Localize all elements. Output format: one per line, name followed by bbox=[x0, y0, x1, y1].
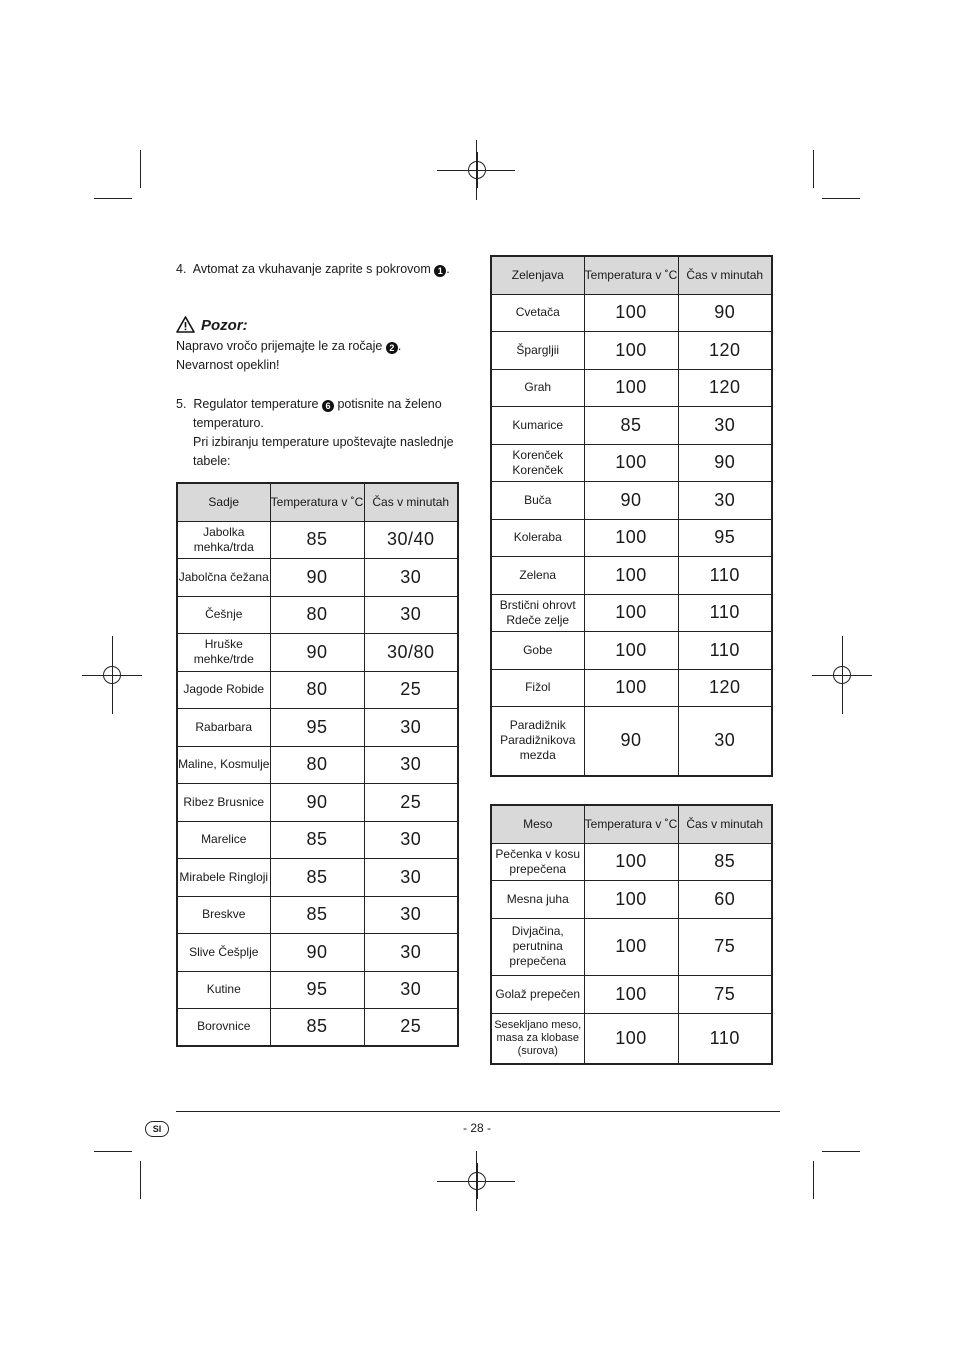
time-cell: 110 bbox=[678, 631, 772, 669]
header-time: Čas v minutah bbox=[678, 805, 772, 843]
item-name-cell: Mesna juha bbox=[491, 880, 584, 918]
temperature-cell: 100 bbox=[584, 631, 678, 669]
item-name-cell: Slive Češplje bbox=[177, 933, 270, 971]
time-cell: 110 bbox=[678, 556, 772, 594]
item-name-cell: Špargljii bbox=[491, 331, 584, 369]
table-row bbox=[491, 294, 772, 331]
step-5-number: 5. bbox=[176, 397, 187, 411]
time-cell: 30 bbox=[364, 896, 458, 933]
table-row bbox=[177, 558, 458, 596]
crop-mark bbox=[140, 150, 141, 188]
time-cell: 75 bbox=[678, 918, 772, 975]
item-name-cell: Korenček Korenček bbox=[491, 444, 584, 481]
temperature-cell: 100 bbox=[584, 594, 678, 631]
item-name-cell: Gobe bbox=[491, 631, 584, 669]
crop-mark bbox=[822, 1151, 860, 1152]
warning-heading bbox=[176, 316, 248, 334]
item-name-cell: Buča bbox=[491, 481, 584, 519]
time-cell: 30 bbox=[364, 933, 458, 971]
time-cell: 85 bbox=[678, 843, 772, 880]
item-name-cell: Jabolka mehka/trda bbox=[177, 521, 270, 558]
item-name-cell: Brstični ohrovt Rdeče zelje bbox=[491, 594, 584, 631]
item-name-cell: Koleraba bbox=[491, 519, 584, 556]
header-meso: Meso bbox=[491, 805, 584, 843]
header-sadje: Sadje bbox=[177, 483, 270, 521]
header-zelenjava: Zelenjava bbox=[491, 256, 584, 294]
temperature-cell: 100 bbox=[584, 444, 678, 481]
temperature-cell: 95 bbox=[270, 971, 364, 1008]
temperature-cell: 80 bbox=[270, 596, 364, 633]
time-cell: 30 bbox=[364, 971, 458, 1008]
item-name-cell: Paradižnik Paradižnikova mezda bbox=[491, 706, 584, 776]
crop-mark bbox=[813, 150, 814, 188]
item-name-cell: Breskve bbox=[177, 896, 270, 933]
item-name-cell: Maline, Kosmulje bbox=[177, 746, 270, 783]
step-4-text: Avtomat za vkuhavanje zaprite s pokrovom bbox=[192, 262, 431, 276]
header-time: Čas v minutah bbox=[678, 256, 772, 294]
temperature-cell: 85 bbox=[270, 858, 364, 896]
item-name-cell: Hruške mehke/trde bbox=[177, 633, 270, 671]
time-cell: 120 bbox=[678, 369, 772, 406]
time-cell: 60 bbox=[678, 880, 772, 918]
temperature-cell: 90 bbox=[270, 933, 364, 971]
crop-mark bbox=[813, 1161, 814, 1199]
item-name-cell: Divjačina, perutnina prepečena bbox=[491, 918, 584, 975]
temperature-cell: 100 bbox=[584, 519, 678, 556]
time-cell: 95 bbox=[678, 519, 772, 556]
time-cell: 75 bbox=[678, 975, 772, 1013]
crop-mark bbox=[437, 170, 515, 171]
table-row bbox=[177, 783, 458, 821]
time-cell: 30 bbox=[678, 706, 772, 776]
table-row bbox=[491, 594, 772, 631]
item-name-cell: Marelice bbox=[177, 821, 270, 858]
item-name-cell: Grah bbox=[491, 369, 584, 406]
table-row bbox=[491, 331, 772, 369]
temperature-cell: 100 bbox=[584, 1013, 678, 1064]
table-row bbox=[177, 1008, 458, 1046]
temperature-cell: 85 bbox=[270, 1008, 364, 1046]
item-name-cell: Jagode Robide bbox=[177, 671, 270, 708]
footer-rule bbox=[176, 1111, 780, 1112]
table-row bbox=[491, 556, 772, 594]
warning-triangle-icon bbox=[176, 316, 195, 333]
time-cell: 30 bbox=[678, 406, 772, 444]
table-row bbox=[177, 821, 458, 858]
temperature-cell: 80 bbox=[270, 671, 364, 708]
table-row bbox=[177, 596, 458, 633]
time-cell: 30/40 bbox=[364, 521, 458, 558]
table-row bbox=[491, 406, 772, 444]
temperature-cell: 100 bbox=[584, 294, 678, 331]
time-cell: 110 bbox=[678, 1013, 772, 1064]
item-name-cell: Golaž prepečen bbox=[491, 975, 584, 1013]
time-cell: 25 bbox=[364, 671, 458, 708]
item-name-cell: Češnje bbox=[177, 596, 270, 633]
crop-mark bbox=[812, 675, 872, 676]
crop-mark bbox=[822, 198, 860, 199]
time-cell: 30 bbox=[364, 596, 458, 633]
table-row bbox=[177, 708, 458, 746]
temperature-cell: 100 bbox=[584, 556, 678, 594]
reference-2-icon: 2 bbox=[386, 342, 398, 354]
meat-table bbox=[490, 804, 773, 1065]
crop-mark bbox=[94, 198, 132, 199]
table-row bbox=[491, 975, 772, 1013]
temperature-cell: 100 bbox=[584, 369, 678, 406]
fruit-table bbox=[176, 482, 459, 1047]
item-name-cell: Jabolčna čežana bbox=[177, 558, 270, 596]
crop-mark bbox=[140, 1161, 141, 1199]
item-name-cell: Mirabele Ringloji bbox=[177, 858, 270, 896]
temperature-cell: 100 bbox=[584, 975, 678, 1013]
item-name-cell: Borovnice bbox=[177, 1008, 270, 1046]
item-name-cell: Sesekljano meso, masa za klobase (surova) bbox=[491, 1013, 584, 1064]
table-row bbox=[177, 671, 458, 708]
language-badge: SI bbox=[145, 1121, 169, 1137]
table-row bbox=[491, 444, 772, 481]
table-row bbox=[491, 1013, 772, 1064]
step-4: 4. Avtomat za vkuhavanje zaprite s pokrovom 1 . bbox=[176, 262, 450, 276]
temperature-cell: 100 bbox=[584, 880, 678, 918]
time-cell: 90 bbox=[678, 294, 772, 331]
warning-line-2: Nevarnost opeklin! bbox=[176, 358, 280, 372]
item-name-cell: Kutine bbox=[177, 971, 270, 1008]
temperature-cell: 90 bbox=[584, 481, 678, 519]
warning-line-1: Napravo vročo prijemajte le za ročaje bbox=[176, 339, 383, 353]
time-cell: 25 bbox=[364, 783, 458, 821]
table-row bbox=[491, 880, 772, 918]
temperature-cell: 90 bbox=[584, 706, 678, 776]
temperature-cell: 100 bbox=[584, 331, 678, 369]
time-cell: 25 bbox=[364, 1008, 458, 1046]
time-cell: 90 bbox=[678, 444, 772, 481]
item-name-cell: Pečenka v kosu prepečena bbox=[491, 843, 584, 880]
item-name-cell: Ribez Brusnice bbox=[177, 783, 270, 821]
table-row bbox=[491, 843, 772, 880]
table-row bbox=[491, 631, 772, 669]
table-row bbox=[177, 858, 458, 896]
temperature-cell: 100 bbox=[584, 669, 678, 706]
temperature-cell: 90 bbox=[270, 558, 364, 596]
warning-body: Napravo vročo prijemajte le za ročaje 2 . Nevarnost opeklin! bbox=[176, 337, 401, 375]
table-row bbox=[177, 971, 458, 1008]
temperature-cell: 85 bbox=[270, 821, 364, 858]
time-cell: 30 bbox=[364, 858, 458, 896]
time-cell: 120 bbox=[678, 669, 772, 706]
time-cell: 120 bbox=[678, 331, 772, 369]
table-row bbox=[491, 369, 772, 406]
item-name-cell: Fižol bbox=[491, 669, 584, 706]
time-cell: 110 bbox=[678, 594, 772, 631]
warning-title: Pozor: bbox=[201, 317, 248, 334]
item-name-cell: Cvetača bbox=[491, 294, 584, 331]
table-row bbox=[177, 896, 458, 933]
crop-mark bbox=[82, 675, 142, 676]
table-row bbox=[177, 633, 458, 671]
temperature-cell: 100 bbox=[584, 843, 678, 880]
table-row bbox=[177, 933, 458, 971]
header-time: Čas v minutah bbox=[364, 483, 458, 521]
temperature-cell: 90 bbox=[270, 783, 364, 821]
header-temperature: Temperatura v ˚C bbox=[584, 805, 678, 843]
item-name-cell: Kumarice bbox=[491, 406, 584, 444]
time-cell: 30 bbox=[364, 708, 458, 746]
time-cell: 30/80 bbox=[364, 633, 458, 671]
temperature-cell: 85 bbox=[584, 406, 678, 444]
step-5: 5. Regulator temperature 6 potisnite na želeno temperaturo. Pri izbiranju temperature upoštevajte naslednje tabele: bbox=[176, 397, 454, 468]
step-4-number: 4. bbox=[176, 262, 187, 276]
header-temperature: Temperatura v ˚C bbox=[584, 256, 678, 294]
page-number: - 28 - bbox=[462, 1121, 491, 1135]
vegetable-table bbox=[490, 255, 773, 777]
crop-mark bbox=[94, 1151, 132, 1152]
temperature-cell: 85 bbox=[270, 521, 364, 558]
table-row bbox=[491, 669, 772, 706]
crop-mark bbox=[437, 1181, 515, 1182]
temperature-cell: 95 bbox=[270, 708, 364, 746]
header-temperature: Temperatura v ˚C bbox=[270, 483, 364, 521]
temperature-cell: 85 bbox=[270, 896, 364, 933]
table-row bbox=[491, 481, 772, 519]
reference-1-icon: 1 bbox=[434, 265, 446, 277]
time-cell: 30 bbox=[364, 746, 458, 783]
temperature-cell: 80 bbox=[270, 746, 364, 783]
time-cell: 30 bbox=[364, 821, 458, 858]
item-name-cell: Zelena bbox=[491, 556, 584, 594]
time-cell: 30 bbox=[364, 558, 458, 596]
table-row bbox=[491, 706, 772, 776]
table-row bbox=[491, 918, 772, 975]
item-name-cell: Rabarbara bbox=[177, 708, 270, 746]
table-row bbox=[491, 519, 772, 556]
temperature-cell: 90 bbox=[270, 633, 364, 671]
reference-6-icon: 6 bbox=[322, 400, 334, 412]
time-cell: 30 bbox=[678, 481, 772, 519]
table-row bbox=[177, 521, 458, 558]
table-row bbox=[177, 746, 458, 783]
temperature-cell: 100 bbox=[584, 918, 678, 975]
